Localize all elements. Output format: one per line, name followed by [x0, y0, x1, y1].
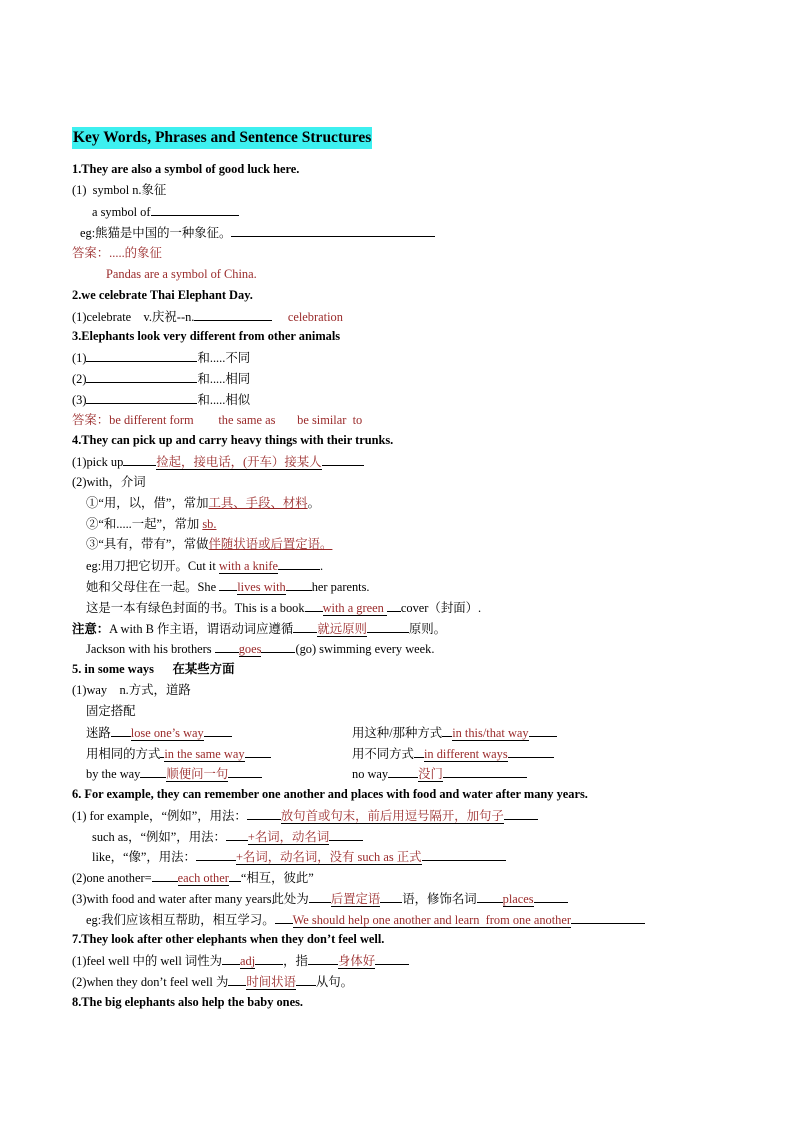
blank: [367, 620, 409, 633]
item-6-heading: 6. For example, they can remember one another and places with food and water after many years.: [72, 787, 588, 801]
item-4-line-1: (1)pick up 捡起，接电话，(开车）接某人: [72, 453, 364, 470]
blank: [140, 765, 166, 778]
blank: [293, 620, 317, 633]
item-5-row-1b: 用这种/那种方式 in this/that way: [352, 724, 557, 741]
blank: [308, 952, 338, 965]
item-1-line-2: a symbol of: [92, 203, 239, 220]
blank: [387, 599, 401, 612]
blank: [231, 224, 435, 237]
blank: [504, 807, 538, 820]
blank: [152, 869, 178, 882]
section-title: Key Words, Phrases and Sentence Structures: [72, 127, 372, 149]
item-3-answer: 答案：be different form the same as be similar to: [72, 413, 363, 427]
blank: [123, 453, 156, 466]
blank: [245, 745, 271, 758]
item-5-heading: 5. in some ways 在某些方面: [72, 662, 235, 676]
blank: [278, 557, 320, 570]
blank: [228, 765, 262, 778]
item-6-line-4: (2)one another= each other “相互，彼此”: [72, 871, 314, 885]
item-1-line-3: eg:熊猫是中国的一种象征。: [80, 224, 435, 241]
blank: [414, 745, 424, 758]
blank: [443, 765, 527, 778]
item-5-row-1a: 迷路 lose one’s way: [86, 724, 232, 741]
item-8-heading: 8.The big elephants also help the baby ones.: [72, 995, 303, 1009]
item-4-usage-2: ②“和.....一起”，常加 sb.: [86, 517, 217, 531]
item-6-line-5: (3)with food and water after many years此处为 后置定语 语，修饰名词 places: [72, 890, 568, 907]
item-5-line-2: 固定搭配: [86, 704, 136, 718]
blank: [222, 952, 240, 965]
item-1-heading: 1.They are also a symbol of good luck here.: [72, 162, 300, 176]
item-4-usage-3: ③“具有，带有”，常做伴随状语或后置定语。: [86, 537, 333, 551]
blank: [255, 952, 283, 965]
item-5-row-3b: no way 没门: [352, 765, 527, 782]
blank: [204, 724, 232, 737]
item-5-row-2a: 用相同的方式 in the same way: [86, 745, 271, 762]
item-7-line-1: (1)feel well 中的 well 词性为 adj ，指 身体好: [72, 952, 409, 969]
item-4-heading: 4.They can pick up and carry heavy things with their trunks.: [72, 433, 394, 447]
item-7-heading: 7.They look after other elephants when they don’t feel well.: [72, 932, 385, 946]
item-1-answer: 答案：.....的象征: [72, 246, 162, 260]
item-6-line-6: eg:我们应该相互帮助，相互学习。 We should help one another and learn from one another: [86, 911, 645, 928]
item-7-line-2: (2)when they don’t feel well 为 时间状语 从句。: [72, 975, 354, 989]
blank: [534, 890, 568, 903]
blank: [247, 807, 281, 820]
blank: [477, 890, 503, 903]
item-3-line-3: (3) 和.....相似: [72, 393, 251, 407]
blank: [322, 453, 364, 466]
blank: [305, 599, 323, 612]
blank: [86, 391, 197, 404]
blank: [296, 973, 316, 986]
item-6-line-3: like，“像”，用法： +名词，动名词，没有 such as 正式: [92, 848, 506, 865]
item-6-line-2: such as，“例如”，用法： +名词，动名词: [92, 828, 363, 845]
blank: [309, 890, 331, 903]
item-5-line-1: (1)way n.方式，道路: [72, 683, 191, 697]
item-4-usage-1: ①“用，以，借”，常加工具、手段、材料。: [86, 496, 321, 510]
item-4-example-2: 她和父母住在一起。She lives with her parents.: [86, 580, 370, 594]
blank: [151, 203, 239, 216]
blank: [380, 890, 402, 903]
blank: [111, 724, 131, 737]
item-2-line-1: (1)celebrate v.庆祝--n. celebration: [72, 310, 343, 324]
blank: [422, 848, 506, 861]
item-3-line-1: (1) 和.....不同: [72, 351, 251, 365]
blank: [229, 869, 241, 882]
item-5-row-3a: by the way 顺便问一句: [86, 765, 262, 782]
blank: [375, 952, 409, 965]
item-2-heading: 2.we celebrate Thai Elephant Day.: [72, 288, 253, 302]
item-4-note: 注意：A with B 作主语，谓语动词应遵循 就远原则 原则。: [72, 622, 447, 636]
item-3-heading: 3.Elephants look very different from other animals: [72, 329, 341, 343]
blank: [529, 724, 557, 737]
blank: [329, 828, 363, 841]
item-3-line-2: (2) 和.....相同: [72, 372, 251, 386]
blank: [571, 911, 645, 924]
blank: [226, 828, 248, 841]
item-4-line-2: (2)with，介词: [72, 475, 146, 489]
blank: [286, 578, 312, 591]
item-5-row-2b: 用不同方式 in different ways: [352, 745, 554, 762]
blank: [196, 848, 236, 861]
blank: [215, 640, 239, 653]
blank: [86, 370, 197, 383]
blank: [261, 640, 295, 653]
blank: [275, 911, 293, 924]
item-4-example-3: 这是一本有绿色封面的书。This is a book with a green cover（封面）.: [86, 601, 482, 615]
blank: [228, 973, 246, 986]
blank: [219, 578, 237, 591]
blank: [194, 308, 272, 321]
blank: [86, 349, 197, 362]
item-1-answer-2: Pandas are a symbol of China.: [106, 267, 257, 281]
item-4-example-4: Jackson with his brothers goes (go) swimming every week.: [86, 642, 435, 656]
blank: [388, 765, 418, 778]
blank: [442, 724, 452, 737]
item-4-example-1: eg:用刀把它切开。Cut it with a knife .: [86, 559, 324, 573]
item-6-line-1: (1) for example，“例如”，用法： 放句首或句末，前后用逗号隔开，加句子: [72, 807, 538, 824]
item-1-line-1: (1) symbol n.象征: [72, 183, 167, 197]
blank: [508, 745, 554, 758]
